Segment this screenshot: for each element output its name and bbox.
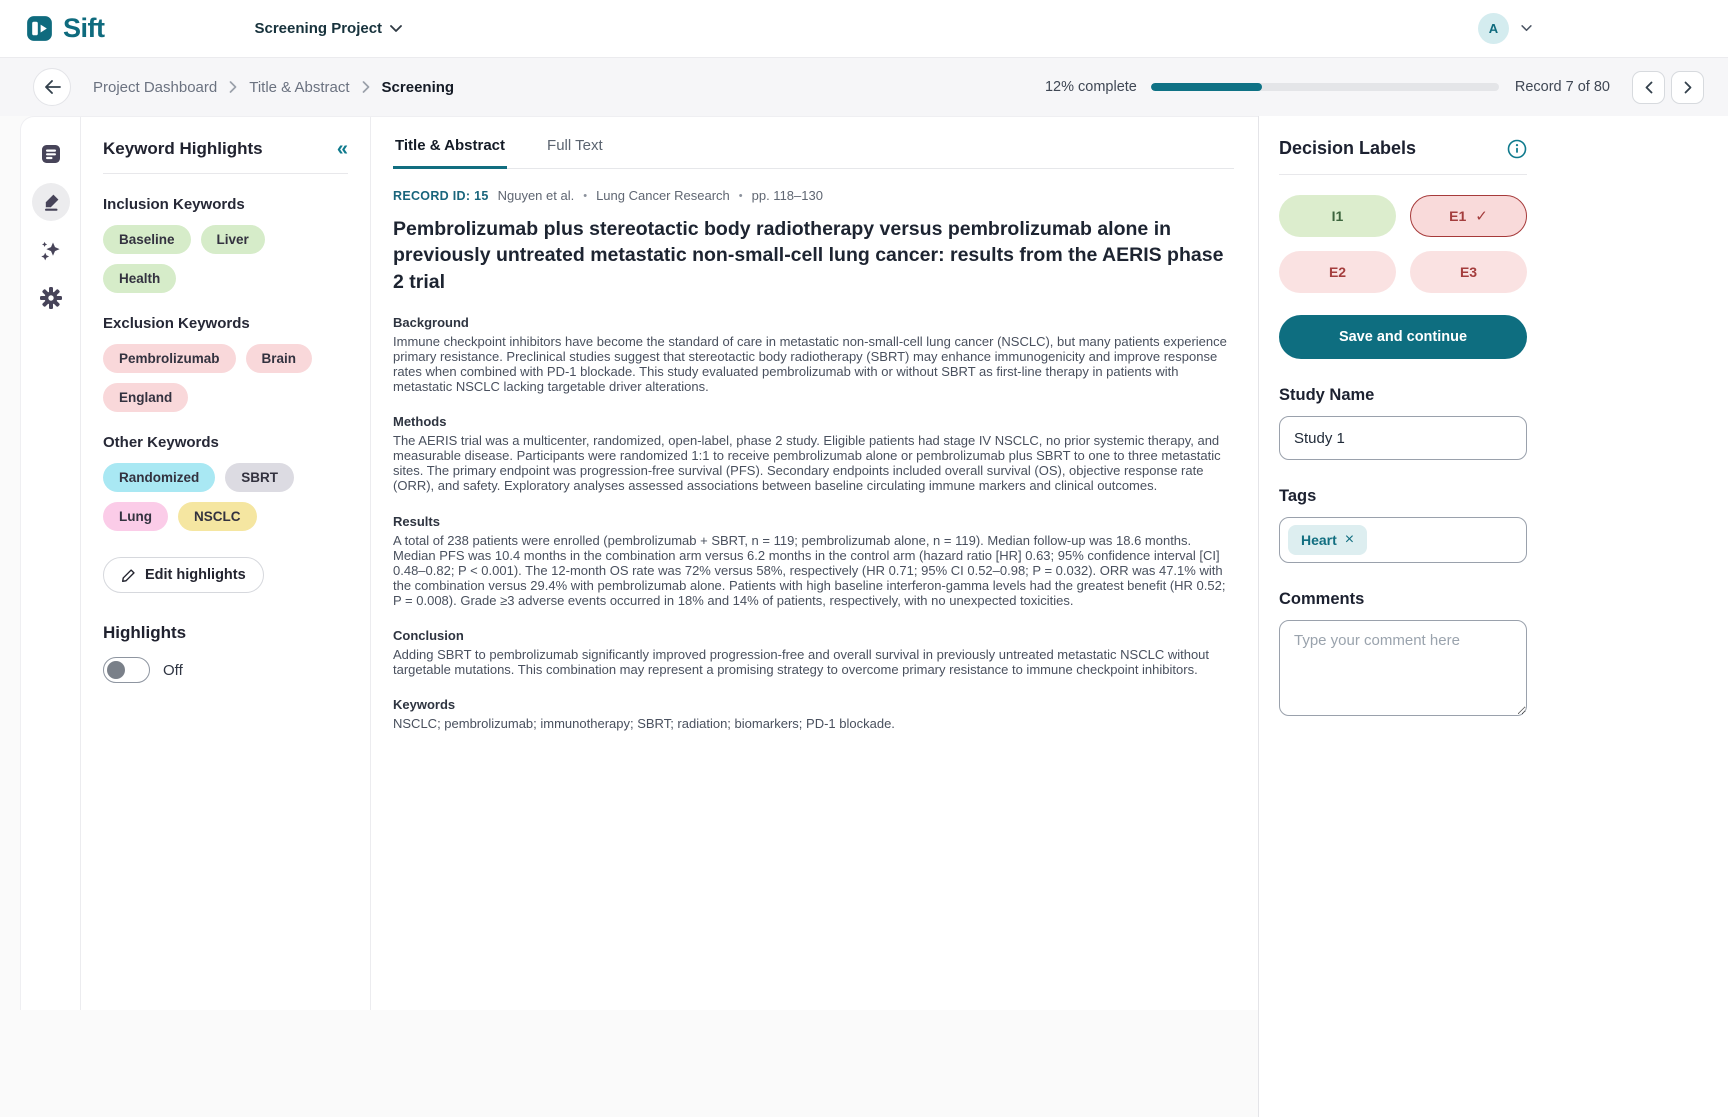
breadcrumb-item-title-abstract[interactable]: Title & Abstract [249,78,350,96]
chevron-right-icon [229,81,237,93]
edit-highlights-button[interactable] [103,557,264,593]
keyword-pill: Brain [246,344,313,373]
avatar-initial: A [1488,21,1499,36]
record-journal: Lung Cancer Research [596,188,730,203]
decision-label-i1[interactable] [1279,195,1396,237]
abstract-section-methods [393,414,1234,493]
back-button[interactable] [33,68,71,106]
sparkles-icon[interactable] [32,231,70,269]
exclusion-keywords-list [103,344,348,412]
main-card [20,116,1258,1010]
comment-textarea[interactable] [1279,620,1527,716]
breadcrumb [93,79,454,96]
record-pages: pp. 118–130 [751,188,823,203]
record-meta [393,188,1234,203]
keyword-pill: Pembrolizumab [103,344,236,373]
content-area [0,116,1728,1117]
decision-label-text: E3 [1459,264,1478,280]
edit-highlights-label: Edit highlights [145,567,246,583]
chevron-down-icon[interactable] [1521,25,1532,32]
section-heading: Background [393,314,469,330]
record-tabs [393,131,1234,169]
other-keywords-label: Other Keywords [103,434,219,451]
save-and-continue-button[interactable]: Save and continue [1279,315,1527,359]
chevron-right-icon [1684,81,1692,94]
app-logo-text: Sift [63,13,105,43]
record-authors: Nguyen et al. [497,188,575,203]
keyword-pill: Baseline [103,225,191,254]
article-title: Pembrolizumab plus stereotactic body radiotherapy versus pembrolizumab alone in previously untreated metastatic non-small-cell lung cancer: results from the AERIS phase 2 trial [393,218,1224,293]
abstract-section-background [393,315,1234,394]
keyword-pill: England [103,383,188,412]
tags-label: Tags [1279,487,1317,505]
section-body: Adding SBRT to pembrolizumab significantly improved progression-free and overall survival in previously untreated metastatic NSCLC without targetable mutations. This combination may represent a promising strategy to overcome primary resistance to immune checkpoint inhibitors. [393,646,1210,678]
breadcrumb-item-project-dashboard[interactable]: Project Dashboard [93,78,218,96]
records-icon[interactable] [32,135,70,173]
keyword-pill: Health [103,264,176,293]
highlights-section-label: Highlights [103,623,187,642]
record-view [371,117,1258,1010]
info-icon[interactable] [1507,139,1527,159]
abstract-section-keywords [393,697,1234,731]
toggle-state-label: Off [163,661,183,679]
settings-icon[interactable] [32,279,70,317]
decision-label-text: E1 [1449,208,1467,224]
sift-logo-icon [26,15,53,42]
tab-title-abstract[interactable]: Title & Abstract [393,131,507,169]
section-heading: Conclusion [393,627,464,643]
check-icon: ✓ [1475,208,1488,225]
progress-bar [1151,83,1499,91]
section-body: A total of 238 patients were enrolled (pembrolizumab + SBRT, n = 119; pembrolizumab alone, n = 119). Median follow-up was 18.6 months. Median PFS was 10.4 months in the combination arm versus 6.2 months in the control arm (hazard ratio [HR] 0.63; 95% confidence interval [CI] 0.48–0.82; P < 0.001). The 12-month OS rate was 72% versus 58%, respectively (HR 0.71; 95% CI 0.52–0.98; P = 0.032). ORR was 47.1% with the combination versus 29.4% with pembrolizumab alone. Patients with high baseline interferon-gamma levels had the greatest benefit (HR 0.52; P = 0.008). Grade ≥3 adverse events occurred in 18% and 14% of patients, respectively, with no unexpected toxicities. [393,532,1226,608]
section-body: The AERIS trial was a multicenter, randomized, open-label, phase 2 study. Eligible patients had stage IV NSCLC, no prior systemic therapy, and measurable disease. Participants were randomized 1:1 to receive pembrolizumab alone or pembrolizumab plus SBRT to one to three metastatic sites. The primary endpoint was progression-free survival (PFS). Secondary endpoints included overall survival (OS), objective response rate (ORR), and safety. Exploratory analyses assessed associations between baseline circulating immune markers and clinical outcomes. [393,433,1221,494]
app-header [0,0,1728,58]
highlighter-icon[interactable] [32,183,70,221]
project-selector[interactable] [255,20,403,37]
section-heading: Keywords [393,697,456,713]
record-counter: Record 7 of 80 [1514,79,1610,95]
previous-record-button[interactable] [1632,71,1665,104]
keyword-pill: NSCLC [178,502,257,531]
keyword-pill: Liver [201,225,265,254]
chevron-down-icon [390,25,402,33]
inclusion-keywords-label: Inclusion Keywords [103,196,245,213]
app-logo[interactable] [26,13,105,44]
abstract-section-results [393,514,1234,608]
chevron-right-icon [362,81,370,93]
decision-label-e1[interactable] [1410,195,1527,237]
decision-label-text: E2 [1328,264,1347,280]
arrow-left-icon [44,80,61,94]
avatar[interactable] [1478,13,1509,44]
tag-chip [1288,525,1367,555]
study-name-label: Study Name [1279,386,1375,404]
section-heading: Results [393,513,440,529]
pencil-icon [121,568,136,583]
keyword-highlights-panel [81,117,371,1010]
remove-tag-icon[interactable]: × [1344,531,1355,548]
other-keywords-list [103,463,348,531]
inclusion-keywords-list [103,225,348,293]
project-selector-label: Screening Project [254,20,383,37]
keyword-panel-title: Keyword Highlights [103,139,263,158]
keyword-pill: Lung [103,502,168,531]
tag-text: Heart [1301,532,1337,548]
progress-label: 12% complete [1044,79,1137,95]
abstract-section-conclusion [393,628,1234,677]
decision-label-e3[interactable] [1410,251,1527,293]
breadcrumb-item-screening: Screening [381,78,455,96]
tool-rail [21,117,81,1010]
keyword-pill: Randomized [103,463,215,492]
section-body: Immune checkpoint inhibitors have become the standard of care in metastatic non-small-cell lung cancer (NSCLC), but many patients experience primary resistance. Preclinical studies suggest that stereotactic body radiotherapy (SBRT) may enhance immunogenicity and improve response rates when combined with PD-1 blockade. This study evaluated pembrolizumab with or without SBRT as first-line therapy in patients with metastatic NSCLC lacking targetable driver alterations. [393,333,1227,395]
tab-full-text[interactable]: Full Text [547,137,603,154]
decision-panel-title: Decision Labels [1279,138,1417,158]
decision-label-e2[interactable] [1279,251,1396,293]
decision-label-grid [1279,195,1527,293]
section-body: NSCLC; pembrolizumab; immunotherapy; SBRT; radiation; biomarkers; PD-1 blockade. [393,716,895,732]
next-record-button[interactable] [1671,71,1704,104]
exclusion-keywords-label: Exclusion Keywords [103,315,250,332]
keyword-pill: SBRT [225,463,294,492]
dot-separator: • [583,189,588,202]
section-heading: Methods [393,414,447,430]
comments-label: Comments [1279,590,1365,608]
breadcrumb-bar [0,58,1728,116]
record-id: RECORD ID: 15 [393,188,489,203]
collapse-panel-icon[interactable]: « [336,138,348,160]
tags-input[interactable] [1279,517,1527,563]
decision-label-text: I1 [1331,208,1344,224]
dot-separator: • [738,189,743,202]
study-name-input[interactable] [1279,416,1527,460]
progress-bar-fill [1151,83,1262,91]
toggle-knob [107,661,125,679]
highlights-toggle[interactable] [103,657,150,683]
chevron-left-icon [1645,81,1653,94]
decision-panel [1258,116,1728,1117]
